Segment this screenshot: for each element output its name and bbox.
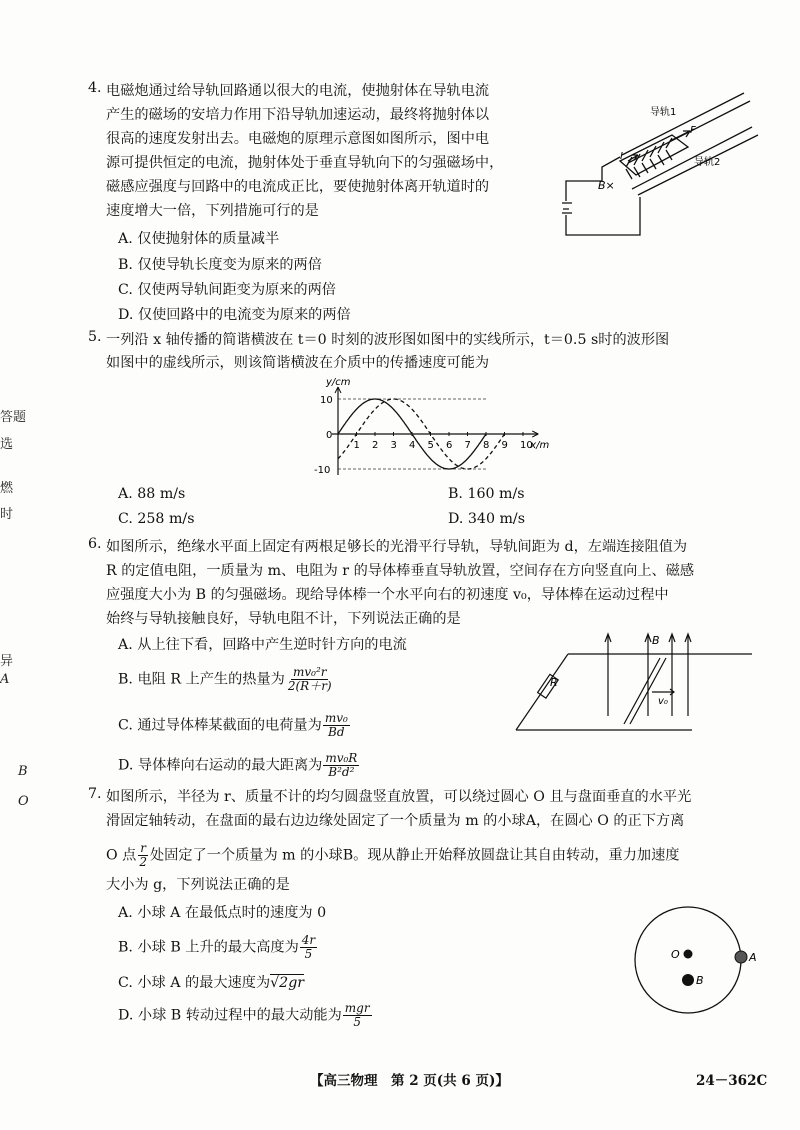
denominator: 2(R＋r): [287, 679, 332, 693]
margin-fragment: 选: [0, 437, 14, 452]
x-tick-label: 8: [483, 440, 490, 451]
question-text-line: 产生的磁场的安培力作用下沿导轨加速运动，最终将抛射体以: [106, 107, 490, 123]
text-segment: O 点: [106, 847, 137, 864]
option-d[interactable]: D. 340 m/s: [448, 511, 525, 527]
fraction: [323, 752, 359, 779]
y-tick-label: 0: [326, 430, 333, 441]
question-text-line: 大小为 g，下列说法正确的是: [106, 877, 290, 893]
text-segment: 处固定了一个质量为 m 的小球B。现从静止开始释放圆盘让其自由转动，重力加速度: [149, 847, 680, 864]
railgun-diagram: [562, 85, 762, 245]
margin-fragment: 答题: [0, 410, 27, 425]
margin-fragment: B: [18, 764, 28, 779]
ball-a: [735, 951, 747, 963]
question-text-line: 磁感应强度与回路中的电流成正比，要使抛射体离开轨道时的: [106, 179, 490, 195]
x-tick-label: 2: [372, 440, 379, 451]
x-tick-label: 7: [464, 440, 471, 451]
velocity-label: v₀: [658, 696, 668, 707]
numerator: r: [140, 841, 147, 855]
option-text: C. 通过导体棒某截面的电荷量为: [118, 717, 322, 734]
wave-chart: [290, 376, 560, 484]
denominator: 2: [139, 855, 147, 869]
denominator: Bd: [328, 725, 345, 739]
field-label: B×: [598, 179, 615, 192]
sqrt-expression: √2gr: [270, 975, 305, 991]
rail-2-line: [632, 127, 752, 189]
option-text: D. 小球 B 转动过程中的最大动能为: [118, 1007, 342, 1024]
option-c[interactable]: [118, 972, 304, 992]
margin-fragment: O: [18, 794, 29, 809]
conductor-rod: [624, 658, 666, 724]
question-text-line: 源可提供恒定的电流，抛射体处于垂直导轨向下的匀强磁场中，: [106, 155, 504, 171]
option-text: D. 导体棒向右运动的最大距离为: [118, 757, 323, 774]
y-tick-label: 10: [320, 395, 333, 406]
question-text-line: 始终与导轨接触良好，导轨电阻不计，下列说法正确的是: [106, 611, 461, 627]
option-a[interactable]: A. 从上往下看，回路中产生逆时针方向的电流: [118, 637, 407, 653]
rail-1-label: 导轨1: [650, 107, 677, 118]
label-a: A: [749, 951, 757, 964]
rail-2-label: 导轨2: [694, 157, 721, 168]
numerator: mv₀²r: [292, 665, 327, 679]
margin-fragment: A: [0, 672, 10, 687]
option-text: C. 小球 A 的最大速度为: [118, 975, 271, 991]
denominator: B²d²: [328, 765, 355, 779]
y-axis-label: y/cm: [326, 377, 351, 388]
question-text-line: 电磁炮通过给导轨回路通以很大的电流，使抛射体在导轨电流: [106, 83, 490, 99]
question-number: 5.: [88, 329, 102, 345]
margin-fragment: 燃: [0, 481, 14, 496]
margin-fragment: 异: [0, 654, 14, 669]
fraction: [300, 934, 317, 961]
option-a[interactable]: A. 仅使抛射体的质量减半: [118, 231, 280, 247]
fraction: [286, 666, 334, 693]
option-text: B. 小球 B 上升的最大高度为: [118, 939, 299, 956]
x-tick-label: 1: [353, 440, 360, 451]
numerator: mv₀: [324, 711, 348, 725]
disk-diagram: [628, 904, 768, 1024]
question-text-line: 应强度大小为 B 的匀强磁场。现给导体棒一个水平向右的初速度 v₀，导体棒在运动过程中: [106, 587, 669, 603]
paper-code: 24－362C: [696, 1073, 768, 1089]
ball-b: [682, 974, 694, 986]
field-label: B: [652, 634, 660, 647]
question-number: 6.: [88, 536, 102, 552]
label-b: B: [696, 974, 704, 987]
option-c[interactable]: C. 258 m/s: [118, 511, 195, 527]
option-c[interactable]: [118, 712, 351, 739]
numerator: mgr: [344, 1001, 370, 1015]
option-b[interactable]: B. 160 m/s: [448, 486, 525, 502]
current-label: I: [620, 151, 623, 162]
option-text: B. 电阻 R 上产生的热量为: [118, 671, 285, 688]
center-point: [684, 950, 693, 959]
x-tick-label: 4: [409, 440, 416, 451]
question-text-line: 如图所示，绝缘水平面上固定有两根足够长的光滑平行导轨，导轨间距为 d，左端连接阻值为: [106, 539, 688, 555]
fraction: [137, 842, 149, 869]
question-text-line: 很高的速度发射出去。电磁炮的原理示意图如图所示，图中电: [106, 131, 490, 147]
y-tick-label: -10: [314, 465, 331, 476]
question-text-line: 速度增大一倍，下列措施可行的是: [106, 203, 319, 219]
question-text-line: [106, 842, 679, 869]
question-text-line: 一列沿 x 轴传播的简谐横波在 t＝0 时刻的波形图如图中的实线所示，t＝0.5 s时的波形图: [106, 332, 670, 348]
rail-field-diagram: [512, 630, 757, 740]
question-number: 7.: [88, 786, 102, 802]
option-b[interactable]: B. 仅使导轨长度变为原来的两倍: [118, 257, 322, 273]
question-text-line: 如图所示，半径为 r、质量不计的均匀圆盘竖直放置，可以绕过圆心 O 且与盘面垂直的水平光: [106, 789, 692, 805]
fraction: [343, 1002, 372, 1029]
disk-outline: [635, 907, 741, 1013]
fraction: [323, 712, 350, 739]
page-footer: 【高三物理 第 2 页(共 6 页)】: [310, 1073, 509, 1089]
x-tick-label: 5: [427, 440, 434, 451]
question-number: 4.: [88, 80, 102, 96]
question-text-line: 如图中的虚线所示，则该简谐横波在介质中的传播速度可能为: [106, 355, 490, 371]
option-a[interactable]: A. 88 m/s: [118, 486, 186, 502]
numerator: mv₀R: [325, 751, 358, 765]
option-b[interactable]: [118, 934, 318, 961]
question-text-line: R 的定值电阻，一质量为 m、电阻为 r 的导体棒垂直导轨放置，空间存在方向竖直向上、磁感: [106, 563, 695, 579]
option-d[interactable]: [118, 1002, 373, 1029]
x-tick-label: 6: [446, 440, 453, 451]
x-axis-label: x/m: [530, 440, 550, 451]
label-o: O: [671, 948, 680, 961]
denominator: 5: [304, 947, 313, 961]
option-d[interactable]: [118, 752, 360, 779]
option-c[interactable]: C. 仅使两导轨间距变为原来的两倍: [118, 282, 336, 298]
x-tick-label: 10: [520, 440, 533, 451]
option-a[interactable]: A. 小球 A 在最低点时的速度为 0: [118, 905, 327, 921]
force-label: F: [690, 125, 696, 136]
resistor-label: R: [550, 676, 558, 689]
rail-1-line: [622, 93, 744, 155]
denominator: 5: [353, 1015, 361, 1029]
question-text-line: 滑固定轴转动，在盘面的最右边边缘处固定了一个质量为 m 的小球A，在圆心 O 的正下方离: [106, 813, 685, 829]
option-d[interactable]: D. 仅使回路中的电流变为原来的两倍: [118, 307, 351, 323]
numerator: 4r: [301, 933, 316, 947]
margin-fragment: 时: [0, 507, 14, 522]
option-b[interactable]: [118, 666, 335, 693]
x-tick-label: 9: [501, 440, 508, 451]
x-tick-label: 3: [390, 440, 397, 451]
